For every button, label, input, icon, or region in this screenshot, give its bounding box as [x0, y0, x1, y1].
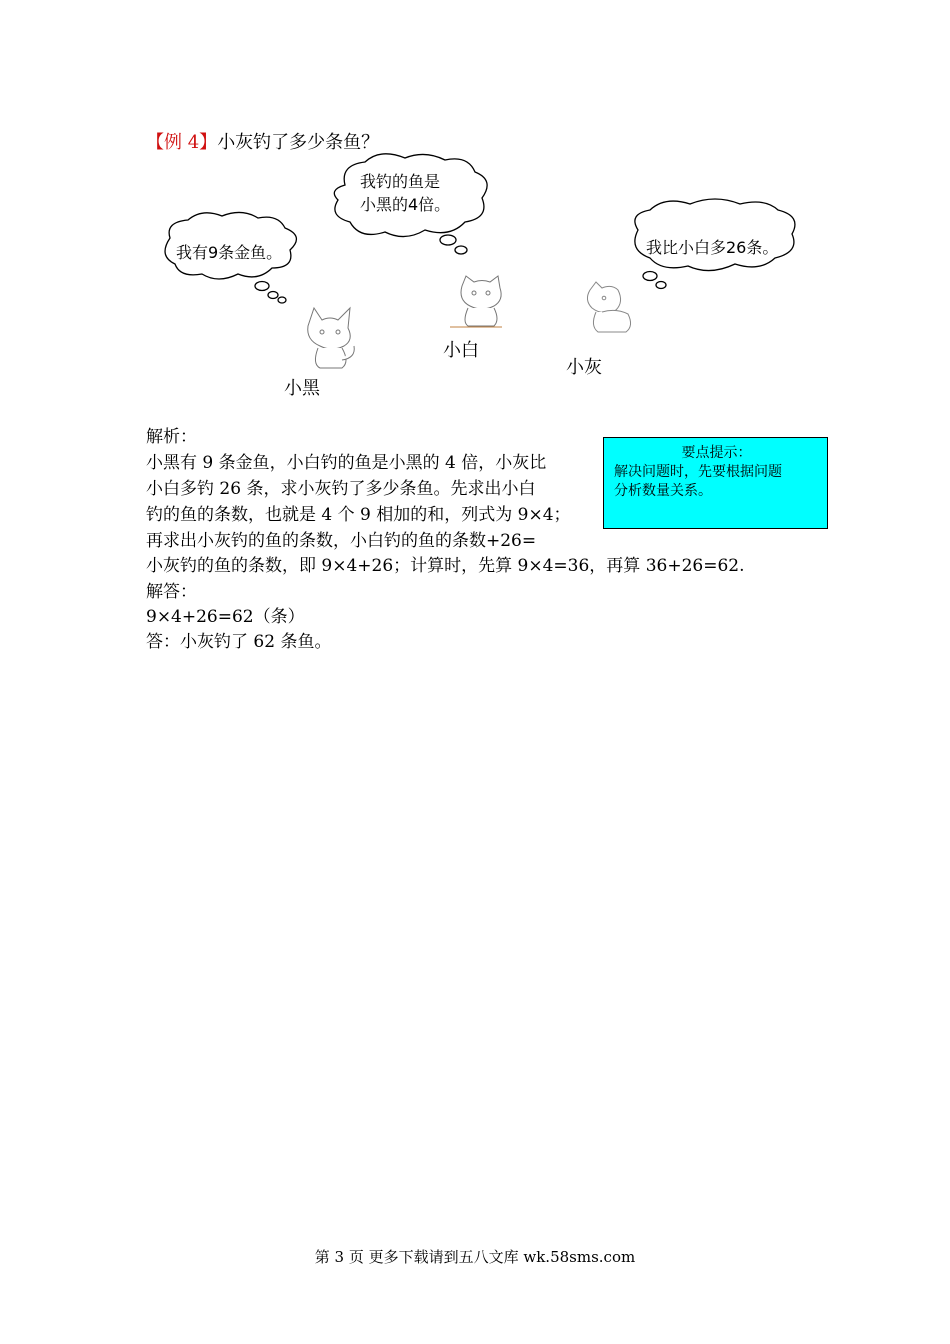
tip-line: 解决问题时，先要根据问题 — [614, 464, 782, 480]
analysis-line: 小黑有 9 条金鱼，小白钓的鱼是小黑的 4 倍，小灰比 — [146, 453, 547, 473]
answer-equation: 9×4+26=62（条） — [146, 607, 305, 627]
bubble-text-center-1: 我钓的鱼是 — [360, 172, 441, 191]
example-tag: 【例 4】 — [146, 132, 218, 153]
cat-xiaohei — [308, 308, 355, 368]
tip-box — [603, 437, 828, 529]
cat-xiaohui — [587, 282, 630, 332]
analysis-heading: 解析： — [146, 427, 197, 447]
analysis-line: 钓的鱼的条数，也就是 4 个 9 相加的和，列式为 9×4； — [146, 505, 571, 525]
cat-label-xiaohei: 小黑 — [284, 378, 320, 399]
cat-label-xiaobai: 小白 — [443, 340, 479, 361]
bubble-text-center-2: 小黑的4倍。 — [360, 195, 451, 214]
bubble-text-right: 我比小白多26条。 — [646, 238, 779, 257]
answer-heading: 解答： — [146, 582, 197, 602]
tip-title: 要点提示： — [681, 445, 752, 461]
page-footer: 第 3 页 更多下载请到五八文库 wk.58sms.com — [314, 1248, 636, 1266]
cats-illustration — [150, 150, 810, 400]
answer-statement: 答：小灰钓了 62 条鱼。 — [146, 632, 332, 652]
cat-label-xiaohui: 小灰 — [566, 357, 602, 378]
cat-xiaobai — [450, 276, 502, 327]
analysis-line: 小灰钓的鱼的条数，即 9×4+26；计算时，先算 9×4=36，再算 36+26=62. — [146, 556, 745, 576]
bubble-text-left: 我有9条金鱼。 — [176, 243, 283, 262]
analysis-line: 再求出小灰钓的鱼的条数，小白钓的鱼的条数+26= — [146, 531, 537, 551]
example-question: 小灰钓了多少条鱼？ — [217, 132, 380, 153]
analysis-line: 小白多钓 26 条，求小灰钓了多少条鱼。先求出小白 — [146, 479, 536, 499]
tip-line: 分析数量关系。 — [614, 483, 712, 499]
